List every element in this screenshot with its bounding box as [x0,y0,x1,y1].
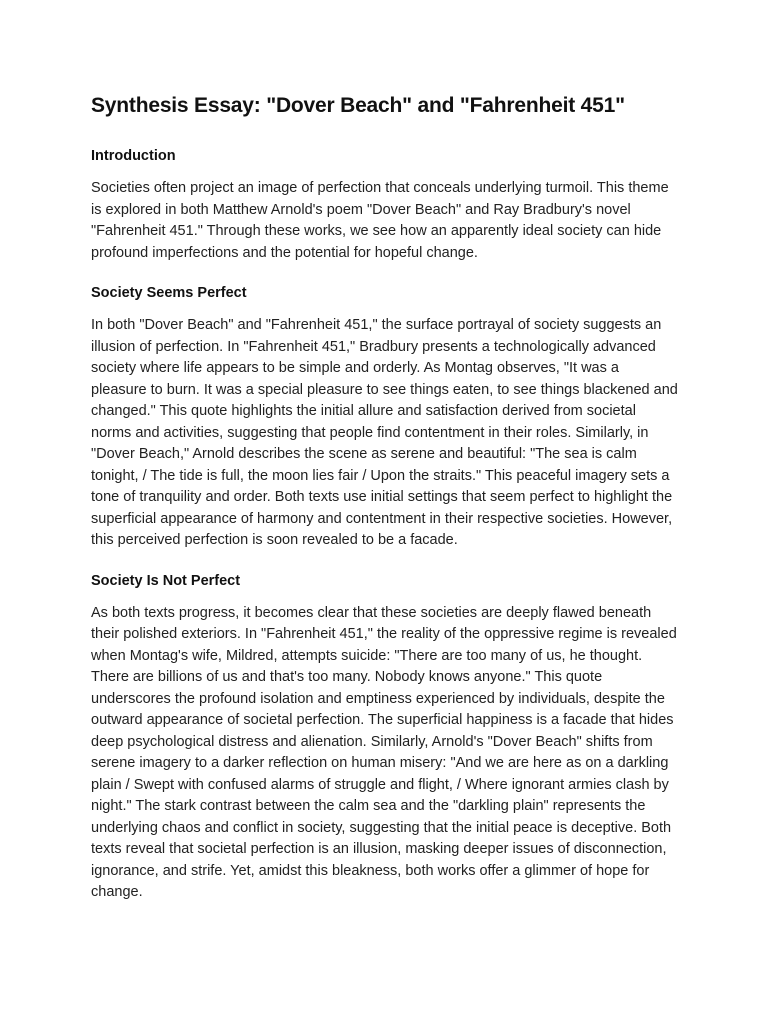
document-title: Synthesis Essay: "Dover Beach" and "Fahrenheit 451" [91,94,625,117]
section-heading-society-is-not-perfect: Society Is Not Perfect [91,572,241,589]
section-heading-society-seems-perfect: Society Seems Perfect [91,285,247,301]
section-body-introduction: Societies often project an image of perfection that conceals underlying turmoil. This theme is explored in both Matthew Arnold's poem "Dover Beach" and Ray Bradbury's novel "Fahrenheit 451." Through these works, we see how an apparently ideal society can hide profound imperfections and the potential for hopeful change. [91,180,669,261]
section-body-society-is-not-perfect: As both texts progress, it becomes clear that these societies are deeply flawed beneath their polished exteriors. In "Fahrenheit 451," the reality of the oppressive regime is revealed when Montag's wife, Mildred, attempts suicide: "There are too many of us, he thought. There are billions of us and that's too many. Nobody knows anyone." This quote underscores the profound isolation and emptiness experienced by individuals, despite the outward appearance of societal perfection. The superficial happiness is a facade that hides deep psychological distress and alienation. Similarly, Arnold's "Dover Beach" shifts from serene imagery to a darker reflection on human misery: "And we are here as on a darkling plain / Swept with confused alarms of struggle and flight, / Where ignorant armies clash by night." The stark contrast between the calm sea and the "darkling plain" represents the underlying chaos and conflict in society, suggesting that the initial peace is deceptive. Both texts reveal that societal perfection is an illusion, masking deeper issues of disconnection, ignorance, and strife. Yet, amidst this bleakness, both works offer a glimmer of hope for change. [91,604,677,900]
section-body-society-seems-perfect: In both "Dover Beach" and "Fahrenheit 451," the surface portrayal of society suggests an illusion of perfection. In "Fahrenheit 451," Bradbury presents a technologically advanced society where life appears to be simple and orderly. As Montag observes, "It was a pleasure to burn. It was a special pleasure to see things eaten, to see things blackened and changed." This quote highlights the initial allure and satisfaction derived from societal norms and activities, suggesting that people find contentment in their roles. Similarly, in "Dover Beach," Arnold describes the scene as serene and beautiful: "The sea is calm tonight, / The tide is full, the moon lies fair / Upon the straits." This peaceful imagery sets a tone of tranquility and order. Both texts use initial settings that seem perfect to highlight the superficial appearance of harmony and contentment in their respective societies. However, this perceived perfection is soon revealed to be a facade. [91,317,678,548]
section-heading-introduction: Introduction [91,148,176,164]
